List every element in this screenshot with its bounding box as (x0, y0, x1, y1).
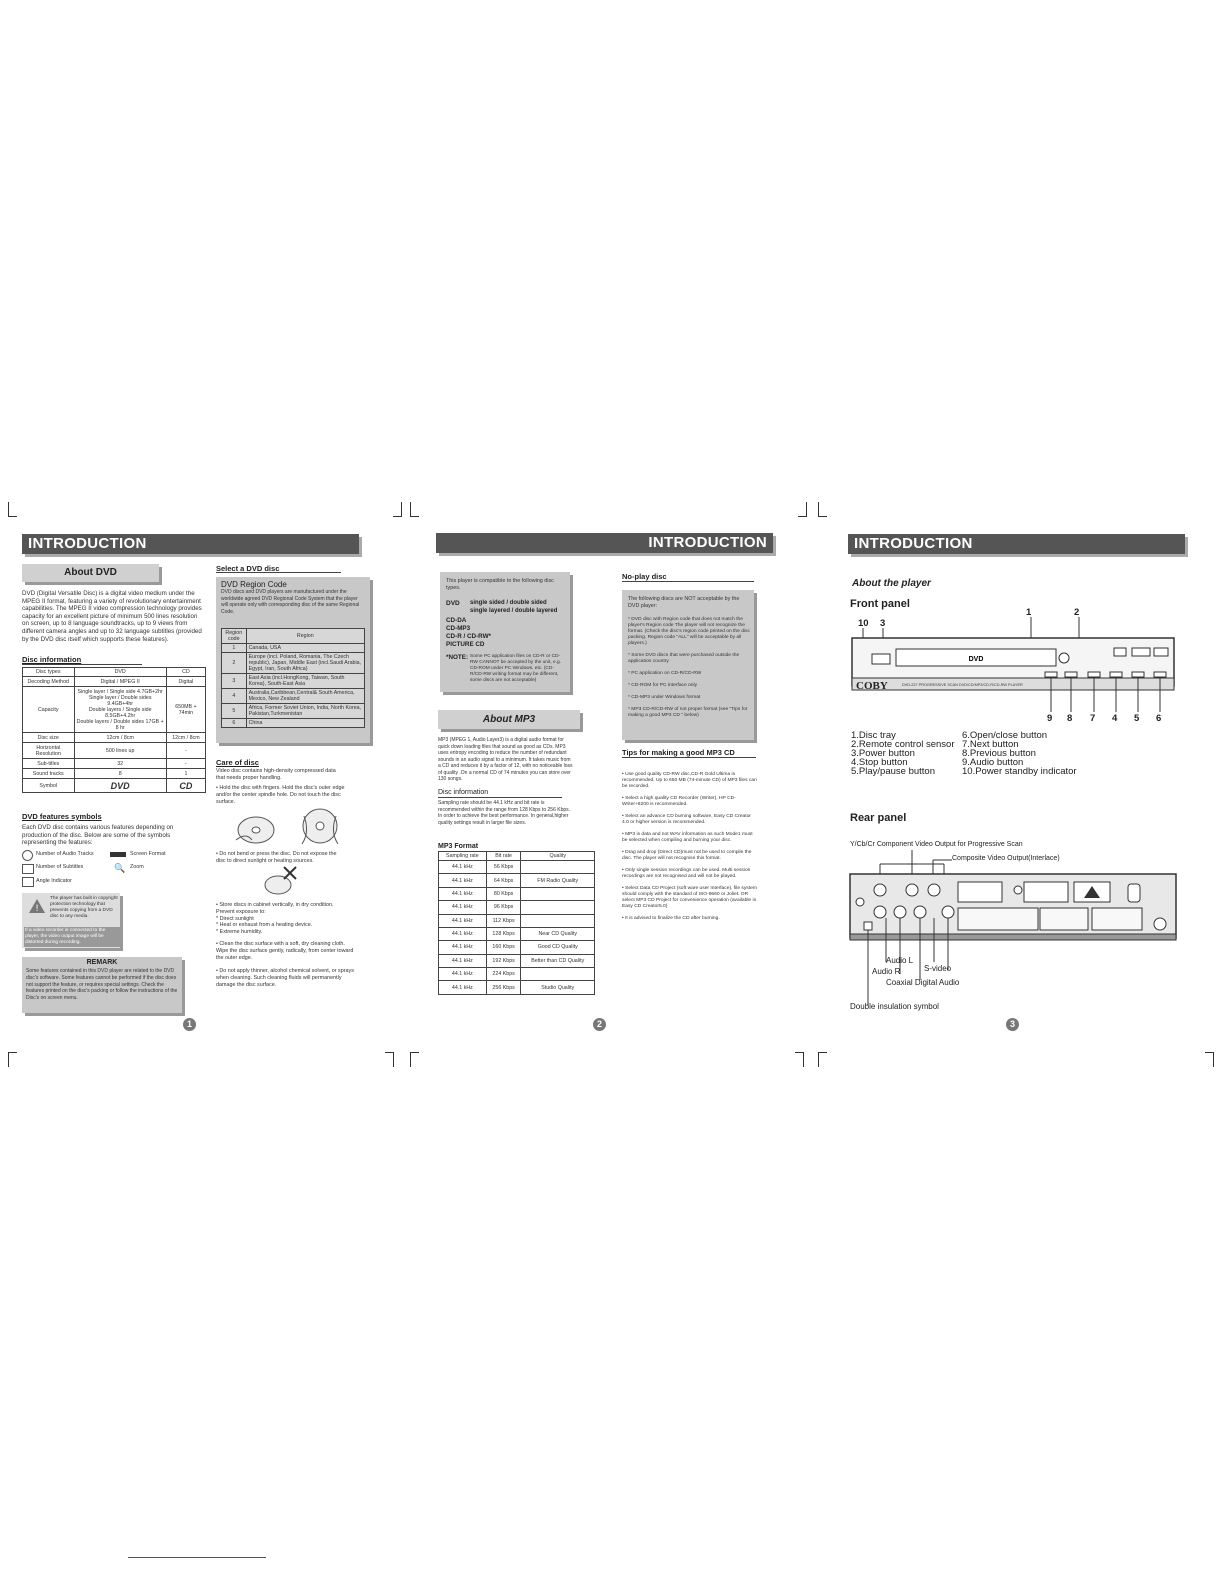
svg-text:!: ! (35, 904, 39, 914)
front-part-label: 9.Audio button (962, 757, 1024, 768)
table-cell: - (166, 759, 205, 769)
bend-disc-illustration (262, 865, 298, 899)
table-cell: 160 Kbps (486, 941, 521, 954)
disc-info-table (22, 667, 206, 793)
table-cell: 8 (74, 769, 166, 779)
table-cell: 112 Kbps (486, 914, 521, 927)
table-cell: 6 (222, 719, 247, 728)
care-item: • Clean the disc surface with a soft, dry cleaning cloth. Wipe the disc surface gently, radically, from center toward the outer edge. (216, 941, 354, 961)
rear-label-ycbcr: Y/Cb/Cr Component Video Output for Progressive Scan (850, 841, 1023, 848)
copyright-warning-note: If a video recorder is connected to the player, the video output image will be distorted during recording. (24, 927, 120, 947)
crop-mark (8, 1052, 17, 1067)
about-mp3-text: MP3 (MPEG 1, Audio Layer3) is a digital audio format for quick down loading files that sound as good as CDs. MP3 uses entropy encoding to reduce the number of redundant sounds in an audio signal to a minimum. It takes music from a CD and reduces it by a factor of 12, with no noticeable loss of quality .On a normal CD of 74 minutes you can store over 130 songs. (438, 737, 573, 782)
care-item: • Do not apply thinner, alcohol chemical solvent, or sprays when cleaning. Such cleaning fluids will permanently damage the disc surface. (216, 968, 354, 988)
no-play-intro: The following discs are NOT acceptable by the DVD player: (628, 596, 740, 609)
table-cell: China (246, 719, 364, 728)
table-row (23, 733, 206, 743)
crop-mark (795, 1052, 804, 1067)
table-cell (521, 968, 595, 981)
table-cell: 44.1 kHz (439, 954, 487, 967)
table-row (23, 743, 206, 759)
table-cell (521, 901, 595, 914)
table-row (439, 874, 595, 887)
list-item: • Only single session recordings can be used. Multi session recordings are not recognised and will not be played. (622, 868, 751, 879)
table-cell: Australia,Caribbean,Central& South America, Mexico, New Zealand (246, 689, 364, 704)
rear-label-audio-r: Audio R (872, 967, 901, 976)
table-row (23, 769, 206, 779)
tips-list (622, 772, 757, 928)
table-cell: 500 lines up (74, 743, 166, 759)
crop-mark (8, 502, 17, 517)
symbol-label: Angle Indicator (36, 878, 72, 884)
table-header-row (439, 852, 595, 861)
about-dvd-text: DVD (Digital Versatile Disc) is a digital video medium under the MPEG II format, featuring a variety of revolutionary entertainment capabilities. The MPEG II video compression technology provides capacity for an excellent picture of minimum 500 lines resolution on screen, up to 8 language soundtracks, up to 9 views from different camera angles and up to 32 language subtitles (provided by the DVD disc itself which supports these features). (22, 590, 202, 643)
table-row (222, 689, 365, 704)
front-part-label: 6.Open/close button (962, 730, 1048, 741)
rear-label-audio-l: Audio L (886, 956, 914, 965)
compat-dvd-label: DVD (446, 600, 460, 607)
region-code-table (221, 628, 365, 728)
crop-mark (393, 502, 402, 517)
crop-mark (410, 1052, 419, 1067)
compat-item: CD-R / CD-RW* (446, 633, 492, 640)
table-row (439, 981, 595, 994)
mp3-disc-info-text: Sampling rate should be 44.1 kHz and bit rate is recommended within the range from 128 Kbps to 256 Kbps. In order to achieve the best performance. In general,higher quality settings result in larger file sizes. (438, 800, 571, 826)
remark-text: Some features contained in this DVD player are related to the DVD disc's software. Some features cannot be performed if the disc does not support the feature, or requires special settings. Check the features printed on the disc's packing or follow the instructions of the Disc's on screen menu. (26, 968, 178, 1002)
table-header-cell: DVD (74, 668, 166, 677)
select-dvd-rule (216, 572, 341, 573)
table-cell: 5 (222, 704, 247, 719)
mp3-disc-info-heading: Disc information (438, 789, 489, 796)
list-item: * CD-ROM for PC interface only (628, 683, 698, 688)
footer-rule (128, 1557, 266, 1558)
list-item: • Select a high quality CD Recorder (Writer), HP CD-Writer+8200 is recommended. (622, 796, 736, 807)
table-cell: Symbol (23, 779, 75, 793)
disc-info-rule (22, 664, 142, 665)
table-row (439, 968, 595, 981)
rear-panel-heading: Rear panel (850, 812, 907, 824)
crop-mark (818, 1052, 827, 1067)
table-cell: 12cm / 8cm (166, 733, 205, 743)
table-row (23, 779, 206, 793)
front-part-label: 3.Power button (851, 748, 915, 759)
table-cell: Sound tracks (23, 769, 75, 779)
table-cell: Africa, Former Soviet Union, India, North Korea, Pakistan,Turkmenistan (246, 704, 364, 719)
rear-label-double-insulation: Double insulation symbol (850, 1002, 939, 1011)
region-code-text: DVD discs and DVD players are manufactured under the worldwide agreed DVD Regional Code System that the player will operate only with corresponding disc of the same Regional Code. (221, 589, 360, 615)
tips-heading: Tips for making a good MP3 CD (622, 748, 735, 757)
symbol-label: Screen Format (130, 851, 166, 857)
rear-label-composite: Composite Video Output(Interlace) (952, 855, 1060, 862)
crop-mark (1205, 1052, 1214, 1067)
table-cell: 80 Kbps (486, 887, 521, 900)
table-cell: 224 Kbps (486, 968, 521, 981)
table-cell: East Asia (incl.HongKong, Taiwan, South Korea), South-East Asia (246, 674, 364, 689)
page-number-1: 1 (183, 1018, 196, 1031)
table-cell (521, 914, 595, 927)
remark-heading: REMARK (86, 959, 118, 966)
table-cell: Disc size (23, 733, 75, 743)
table-cell: Canada, USA (246, 644, 364, 653)
table-cell: 44.1 kHz (439, 887, 487, 900)
table-cell: 128 Kbps (486, 927, 521, 940)
table-row (439, 861, 595, 874)
care-item: • Do not bend or press the disc. Do not expose the disc to direct sunlight or heating sources. (216, 851, 337, 864)
mp3-format-heading: MP3 Format (438, 843, 479, 850)
about-player-heading: About the player (852, 578, 931, 589)
page1-header: INTRODUCTION (22, 534, 359, 554)
compat-item: CD-DA (446, 617, 467, 624)
front-part-label: 4.Stop button (851, 757, 908, 768)
table-cell: 44.1 kHz (439, 981, 487, 994)
select-dvd-heading: Select a DVD disc (216, 564, 280, 573)
table-cell: Single layer / Single side 4.7GB+2hr Single layer / Double sides 9.4GB+4hr Double layers / Single side 8.5GB+4.2hr Double layers / Double sides 17GB + 8 hr (74, 687, 166, 733)
symbol-label: Number of Subtitles (36, 864, 84, 870)
model-text: DVD-227 PROGRESSIVE SCAN DVD/CD/MP3/CD-R/CD-RW PLAYER (902, 683, 1023, 687)
front-part-label: 2.Remote control sensor (851, 739, 955, 750)
table-cell: 32 (74, 759, 166, 769)
table-cell: 56 Kbps (486, 861, 521, 874)
list-item: • MP3 is data and not WAV information as such Mode1 must be selected when compiling and burning your disc. (622, 832, 753, 843)
table-cell: Near CD Quality (521, 927, 595, 940)
front-part-label: 10.Power standby indicator (962, 766, 1077, 777)
mp3-disc-info-rule (438, 797, 562, 798)
table-cell: Better than CD Quality (521, 954, 595, 967)
table-cell: 44.1 kHz (439, 968, 487, 981)
front-panel-heading: Front panel (850, 598, 910, 610)
warning-icon (28, 898, 46, 914)
table-cell: 4 (222, 689, 247, 704)
care-item: • Hold the disc with fingers. Hold the disc's outer edge and/or the center spindle hole. Do not touch the disc surface. (216, 785, 345, 805)
no-play-heading: No-play disc (622, 572, 667, 581)
table-cell (521, 887, 595, 900)
list-item: • Drag and drop (Direct CD)must not be used to compile the disc. The player will not recognise this format. (622, 850, 752, 861)
table-header-row (222, 629, 365, 644)
compat-item: PICTURE CD (446, 641, 485, 648)
callout-number: 6 (1156, 713, 1162, 724)
table-cell: 44.1 kHz (439, 901, 487, 914)
table-header-row (23, 668, 206, 677)
list-item: * PC application on CD-R/CD-RW (628, 671, 702, 676)
symbol-label: Number of Audio Tracks (36, 851, 94, 857)
table-row (23, 687, 206, 733)
table-row (439, 887, 595, 900)
symbol-label: Zoom (130, 864, 144, 870)
front-part-label: 1.Disc tray (851, 730, 896, 741)
table-cell: 1 (222, 644, 247, 653)
front-part-label: 8.Previous button (962, 748, 1036, 759)
dvd-features-text: Each DVD disc contains various features depending on production of the disc. Below are some of the symbols representing the features: (22, 824, 174, 847)
table-header-cell: Sampling rate (439, 852, 487, 861)
table-cell: 44.1 kHz (439, 941, 487, 954)
list-item: * DVD disc with Region code that does not match the player's Region code The player will not recognize the format. (Check the disc's region code printed on the disc packing. Region code "ALL" will be acceptable by all players.) (628, 617, 750, 646)
table-cell: Decoding Method (23, 677, 75, 687)
compat-dvd: single sided / double sided single layered / double layered (470, 600, 558, 614)
table-cell: 96 Kbps (486, 901, 521, 914)
table-cell: Good CD Quality (521, 941, 595, 954)
table-cell: Studio Quality (521, 981, 595, 994)
about-mp3-heading: About MP3 (438, 710, 580, 729)
about-dvd-heading: About DVD (22, 564, 159, 582)
front-part-label: 7.Next button (962, 739, 1019, 750)
audio-tracks-icon (22, 850, 33, 861)
list-item: * CD-MP3 under Windows format (628, 695, 701, 700)
table-row (222, 653, 365, 674)
crop-mark (798, 502, 807, 517)
compat-intro: This player is compatible to the following disc types. (446, 578, 554, 591)
table-cell: CD (166, 779, 205, 793)
callout-number: 2 (1074, 607, 1080, 618)
subtitles-icon (22, 864, 34, 874)
table-cell: DVD (74, 779, 166, 793)
care-of-disc-heading: Care of disc (216, 758, 259, 767)
front-part-label: 5.Play/pause button (851, 766, 935, 777)
table-cell: 256 Kbps (486, 981, 521, 994)
zoom-icon: 🔍 (114, 863, 126, 873)
front-panel-illustration (850, 616, 1180, 726)
list-item: • It is advised to finalize the CD after burning. (622, 916, 720, 921)
note-label: *NOTE: (446, 654, 469, 661)
rear-label-coaxial: Coaxial Digital Audio (886, 978, 960, 987)
copyright-warning-text: The player has built in copyright protection technology that prevents copying from a DVD disc to any media. (50, 896, 118, 919)
page3-header: INTRODUCTION (848, 534, 1185, 554)
table-header-cell: CD (166, 668, 205, 677)
table-row (23, 759, 206, 769)
callout-number: 10 (858, 618, 869, 629)
callout-number: 8 (1067, 713, 1073, 724)
crop-mark (410, 502, 419, 517)
crop-mark (385, 1052, 394, 1067)
callout-number: 4 (1112, 713, 1118, 724)
table-cell: 2 (222, 653, 247, 674)
table-row (222, 719, 365, 728)
table-header-cell: Quality (521, 852, 595, 861)
table-cell: Digital (166, 677, 205, 687)
list-item: • Use good quality CD-RW disc,CD-R Gold Ultima is recommended. Up to 650 MB (74-minute CD) of MP3 files can be recorded. (622, 772, 757, 789)
table-header-cell: Region code (222, 629, 247, 644)
no-play-list (628, 617, 750, 725)
list-item: • Select an advance CD burning software, Easy CD Creator 4.0 or higher version is recommended. (622, 814, 751, 825)
table-row (222, 704, 365, 719)
table-cell: 3 (222, 674, 247, 689)
table-cell: 44.1 kHz (439, 861, 487, 874)
tips-rule (622, 757, 756, 758)
no-play-rule (622, 581, 754, 582)
list-item: * MP3 CD-R/CD-RW of not proper format (see "Tips for making a good MP3 CD " below) (628, 707, 748, 718)
page-number-2: 2 (593, 1018, 606, 1031)
page2-header: INTRODUCTION (436, 533, 773, 553)
callout-number: 3 (880, 618, 886, 629)
table-cell: - (166, 743, 205, 759)
table-row (222, 644, 365, 653)
table-cell: 650MB + 74min (166, 687, 205, 733)
disc-info-heading: Disc information (22, 655, 82, 664)
table-cell: 192 Kbps (486, 954, 521, 967)
table-row (439, 927, 595, 940)
note-text: Some PC application files on CD-R or CD-RW CANNOT be accepted by the unit, e.g. CD-ROM under PC Windows, etc. (CD-R/CD-RW writing format may be different, some discs are not acceptable) (470, 654, 562, 683)
list-item: * Some DVD discs that were purchased outside the application country (628, 653, 740, 664)
table-cell: Capacity (23, 687, 75, 733)
table-cell: 64 Kbps (486, 874, 521, 887)
table-cell: 44.1 kHz (439, 927, 487, 940)
disc-handling-illustration (232, 806, 352, 848)
dvd-features-heading: DVD features symbols (22, 812, 102, 821)
table-row (222, 674, 365, 689)
callout-number: 7 (1090, 713, 1096, 724)
table-cell: Sub-titles (23, 759, 75, 769)
table-cell: 1 (166, 769, 205, 779)
table-cell: 44.1 kHz (439, 874, 487, 887)
compat-item: CD-MP3 (446, 625, 471, 632)
region-code-title: DVD Region Code (221, 580, 287, 589)
mp3-format-table (438, 851, 595, 995)
table-cell: 44.1 kHz (439, 914, 487, 927)
callout-number: 1 (1026, 607, 1032, 618)
table-row (439, 954, 595, 967)
table-cell: Europe (incl. Poland, Romania, The Czech republic), Japan, Middle East (incl.Saudi Arabia, Egypt, Iran, South Africa) (246, 653, 364, 674)
table-row (439, 901, 595, 914)
table-cell: Digital / MPEG II (74, 677, 166, 687)
table-header-cell: Bit rate (486, 852, 521, 861)
table-header-cell: Disc types (23, 668, 75, 677)
rear-label-svideo: S-video (924, 964, 952, 973)
crop-mark (818, 502, 827, 517)
table-row (439, 941, 595, 954)
care-intro: Video disc contains high-density compressed data that needs proper handling. (216, 768, 336, 781)
table-row (23, 677, 206, 687)
screen-format-icon (110, 852, 126, 857)
table-row (439, 914, 595, 927)
coby-brand: COBY (856, 680, 888, 692)
table-cell (521, 861, 595, 874)
callout-number: 9 (1047, 713, 1053, 724)
table-header-cell: Region (246, 629, 364, 644)
angle-icon (22, 877, 34, 887)
svg-text:DVD: DVD (968, 656, 984, 663)
callout-number: 5 (1134, 713, 1140, 724)
table-cell: 12cm / 8cm (74, 733, 166, 743)
list-item: • Select Data CD Project (soft ware user Interface). file system should comply with the standard of ISO-9660 or Joliet. OR select MP3 CD Project for convenience operation (available in Easy CD Creator5.0) (622, 886, 757, 909)
care-item: • Store discs in cabinet vertically, in dry condition. Prevent exposure to: * Direct sunlight * Heat or exhaust from a heating device. * Extreme humidity. (216, 902, 334, 936)
table-cell: Horizontal Resolution (23, 743, 75, 759)
table-cell: FM Radio Quality (521, 874, 595, 887)
page-number-3: 3 (1006, 1018, 1019, 1031)
